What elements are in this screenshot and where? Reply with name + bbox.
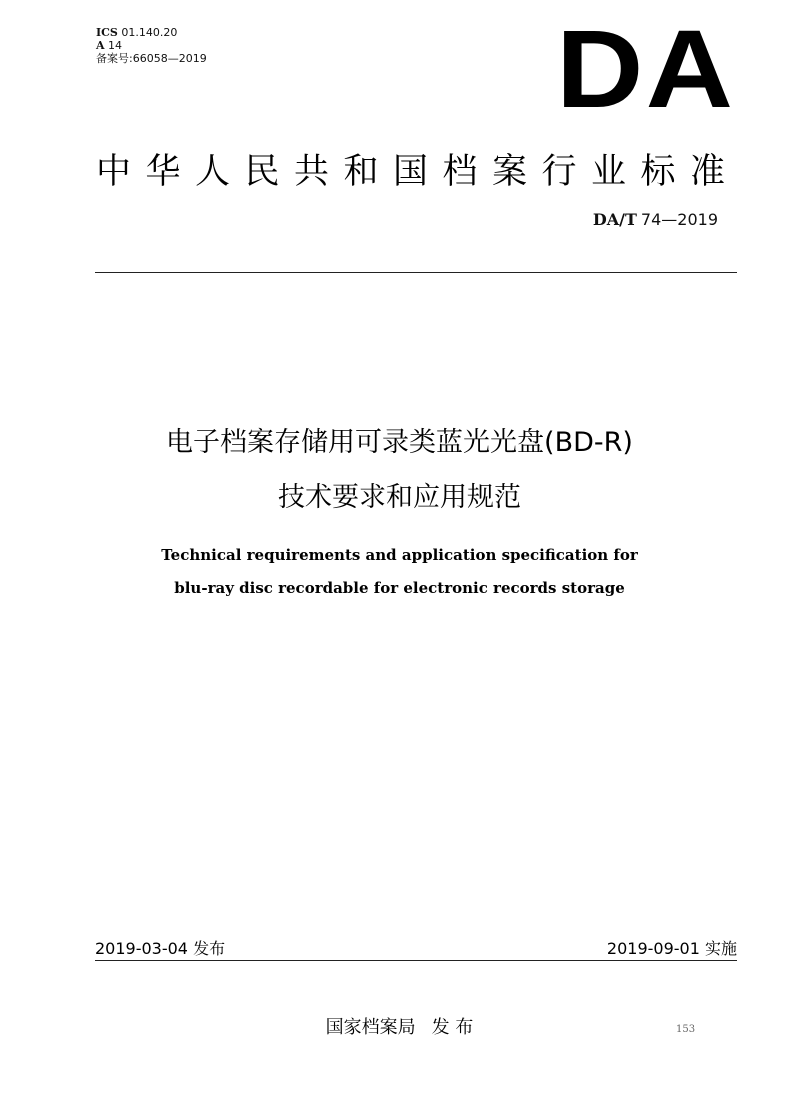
ccs-code: A 14 bbox=[96, 39, 123, 52]
document-title-en-line2: blu-ray disc recordable for electronic records storage bbox=[174, 579, 625, 597]
classification-block bbox=[96, 26, 207, 65]
issue-date: 2019-03-04 发布 bbox=[95, 939, 226, 958]
ics-code: ICS 01.140.20 bbox=[96, 26, 178, 39]
issuer-name: 国家档案局 bbox=[325, 1017, 416, 1038]
footer-divider bbox=[95, 960, 737, 961]
page-number: 153 bbox=[676, 1024, 696, 1035]
standard-number bbox=[593, 210, 718, 230]
standard-number-prefix: DA/T bbox=[592, 210, 637, 229]
filing-number: 备案号:66058—2019 bbox=[96, 52, 207, 65]
issuer-action: 发 布 bbox=[431, 1017, 474, 1038]
standard-number-value: 74—2019 bbox=[640, 210, 718, 229]
implementation-date: 2019-09-01 实施 bbox=[606, 939, 737, 958]
header-divider bbox=[95, 272, 737, 273]
document-title-cn-line2: 技术要求和应用规范 bbox=[278, 482, 521, 513]
standard-category-title: 中华人民共和国档案行业标准 bbox=[96, 152, 740, 192]
document-title-en-line1: Technical requirements and application specification for bbox=[161, 546, 638, 564]
da-logo: DA bbox=[556, 8, 736, 131]
document-title-cn-line1: 电子档案存储用可录类蓝光光盘(BD-R) bbox=[166, 427, 633, 458]
